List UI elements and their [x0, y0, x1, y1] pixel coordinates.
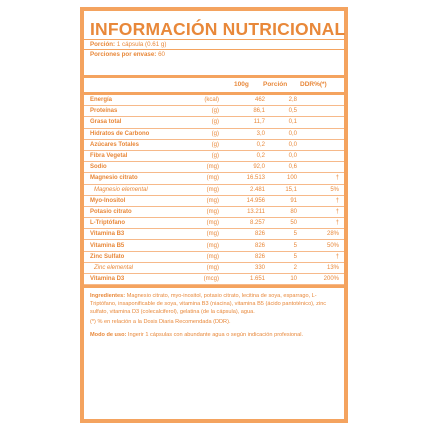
nutrient-row: [84, 218, 344, 229]
nutrient-unit: (mg): [193, 262, 219, 273]
nutrient-name: Sodio: [84, 162, 193, 173]
value-porcion: 50: [265, 218, 297, 229]
value-ddr: †: [297, 218, 344, 229]
nutrient-row: [84, 95, 344, 106]
value-100g: 16.513: [219, 173, 265, 184]
value-porcion: 100: [265, 173, 297, 184]
value-ddr: [297, 117, 344, 128]
value-porcion: 0,0: [265, 150, 297, 161]
value-100g: 86,1: [219, 106, 265, 117]
value-porcion: 2,8: [265, 95, 297, 106]
nutrient-unit: (kcal): [193, 95, 219, 106]
nutrient-name: Magnesio citrato: [84, 173, 193, 184]
nutrient-row: [84, 184, 344, 195]
value-porcion: 80: [265, 206, 297, 217]
value-porcion: 0,6: [265, 162, 297, 173]
header-ddr: DDR%(*): [300, 81, 327, 88]
nutrient-unit: (g): [193, 128, 219, 139]
serving-size: [84, 40, 344, 49]
nutrient-name: Hidratos de Carbono: [84, 128, 193, 139]
nutrient-row: [84, 117, 344, 128]
nutrient-name: Vitamina D3: [84, 274, 193, 285]
usage-label: Modo de uso:: [90, 332, 127, 339]
value-ddr: †: [297, 173, 344, 184]
nutrient-name: L-Triptófano: [84, 218, 193, 229]
nutrient-name: Grasa total: [84, 117, 193, 128]
value-100g: 0,2: [219, 150, 265, 161]
nutrient-name: Azúcares Totales: [84, 139, 193, 150]
value-100g: 826: [219, 251, 265, 262]
usage-text: Ingerir 1 cápsulas con abundante agua o según indicación profesional.: [127, 332, 304, 339]
value-ddr: [297, 128, 344, 139]
nutrient-unit: (mg): [193, 195, 219, 206]
table-header: [84, 78, 344, 92]
value-100g: 3,0: [219, 128, 265, 139]
value-ddr: [297, 106, 344, 117]
value-100g: 826: [219, 240, 265, 251]
nutrient-unit: (g): [193, 106, 219, 117]
value-porcion: 0,0: [265, 139, 297, 150]
servings-value: 60: [158, 51, 165, 58]
nutrition-label: [80, 7, 348, 423]
value-100g: 2.481: [219, 184, 265, 195]
nutrient-row: [84, 150, 344, 161]
nutrient-name: Magnesio elemental: [84, 184, 193, 195]
nutrient-table: [84, 95, 344, 285]
value-ddr: †: [297, 195, 344, 206]
servings-label: Porciones por envase:: [90, 51, 157, 58]
nutrient-unit: (mg): [193, 218, 219, 229]
nutrient-name: Fibra Vegetal: [84, 150, 193, 161]
nutrient-row: [84, 206, 344, 217]
value-100g: 8.257: [219, 218, 265, 229]
value-ddr: [297, 150, 344, 161]
value-porcion: 0,5: [265, 106, 297, 117]
nutrient-row: [84, 229, 344, 240]
value-100g: 11,7: [219, 117, 265, 128]
nutrient-row: [84, 240, 344, 251]
label-footer: [84, 288, 344, 339]
value-ddr: †: [297, 206, 344, 217]
value-ddr: 28%: [297, 229, 344, 240]
value-ddr: 50%: [297, 240, 344, 251]
nutrient-unit: (mg): [193, 173, 219, 184]
nutrient-name: Zinc Sulfato: [84, 251, 193, 262]
nutrient-row: [84, 128, 344, 139]
header-porcion: Porción: [263, 81, 288, 88]
value-100g: 826: [219, 229, 265, 240]
serving-size-label: Porción:: [90, 41, 116, 48]
nutrient-name: Zinc elemental: [84, 262, 193, 273]
nutrient-unit: (mg): [193, 240, 219, 251]
nutrient-name: Proteínas: [84, 106, 193, 117]
value-ddr: [297, 95, 344, 106]
value-ddr: 200%: [297, 274, 344, 285]
nutrient-unit: (g): [193, 139, 219, 150]
value-ddr: [297, 139, 344, 150]
value-ddr: [297, 162, 344, 173]
nutrient-name: Myo-Inositol: [84, 195, 193, 206]
nutrient-unit: (mg): [193, 184, 219, 195]
nutrient-unit: (g): [193, 150, 219, 161]
label-title: INFORMACIÓN NUTRICIONAL: [90, 19, 346, 39]
nutrient-unit: (mg): [193, 206, 219, 217]
nutrient-unit: (mg): [193, 251, 219, 262]
value-porcion: 0,1: [265, 117, 297, 128]
servings-per-container: [84, 50, 344, 59]
value-100g: 14.956: [219, 195, 265, 206]
nutrient-name: Vitamina B5: [84, 240, 193, 251]
ingredients-text: Magnesio citrato, myo-inositol, potasio citrato, lecitina de soya, esparrago, L-Triptófano, insaponificable de soya, vitamina B3 (niacina), vitamina B5 (ácido pantoténico), zinc sulfato, vitamina D3 (colecalciferol), gelatina (de la cápsula), agua.: [90, 293, 327, 316]
nutrient-name: Vitamina B3: [84, 229, 193, 240]
value-porcion: 2: [265, 262, 297, 273]
value-ddr: 13%: [297, 262, 344, 273]
nutrient-name: Potasio citrato: [84, 206, 193, 217]
header-100g: 100g: [234, 81, 249, 88]
ingredients-label: Ingredientes:: [90, 293, 126, 300]
value-ddr: †: [297, 251, 344, 262]
nutrient-name: Energía: [84, 95, 193, 106]
ddr-note: (*) % en relación a la Dosis Diaria Recomendada (DDR).: [90, 319, 231, 326]
nutrient-row: [84, 173, 344, 184]
value-100g: 13.211: [219, 206, 265, 217]
nutrient-row: [84, 251, 344, 262]
ingredients: [90, 292, 338, 316]
nutrient-row: [84, 274, 344, 285]
nutrient-row: [84, 162, 344, 173]
nutrient-row: [84, 195, 344, 206]
nutrient-unit: (g): [193, 117, 219, 128]
value-100g: 462: [219, 95, 265, 106]
nutrient-unit: (mg): [193, 229, 219, 240]
nutrient-row: [84, 262, 344, 273]
value-ddr: 5%: [297, 184, 344, 195]
serving-size-value: 1 cápsula (0.61 g): [116, 41, 167, 48]
usage: [90, 331, 338, 339]
value-100g: 1.651: [219, 274, 265, 285]
value-porcion: 91: [265, 195, 297, 206]
value-porcion: 10: [265, 274, 297, 285]
nutrient-unit: (mcg): [193, 274, 219, 285]
value-100g: 92,0: [219, 162, 265, 173]
value-porcion: 0,0: [265, 128, 297, 139]
value-porcion: 5: [265, 251, 297, 262]
nutrient-row: [84, 106, 344, 117]
nutrient-row: [84, 139, 344, 150]
value-porcion: 15,1: [265, 184, 297, 195]
nutrient-unit: (mg): [193, 162, 219, 173]
value-porcion: 5: [265, 240, 297, 251]
value-100g: 330: [219, 262, 265, 273]
value-porcion: 5: [265, 229, 297, 240]
value-100g: 0,2: [219, 139, 265, 150]
